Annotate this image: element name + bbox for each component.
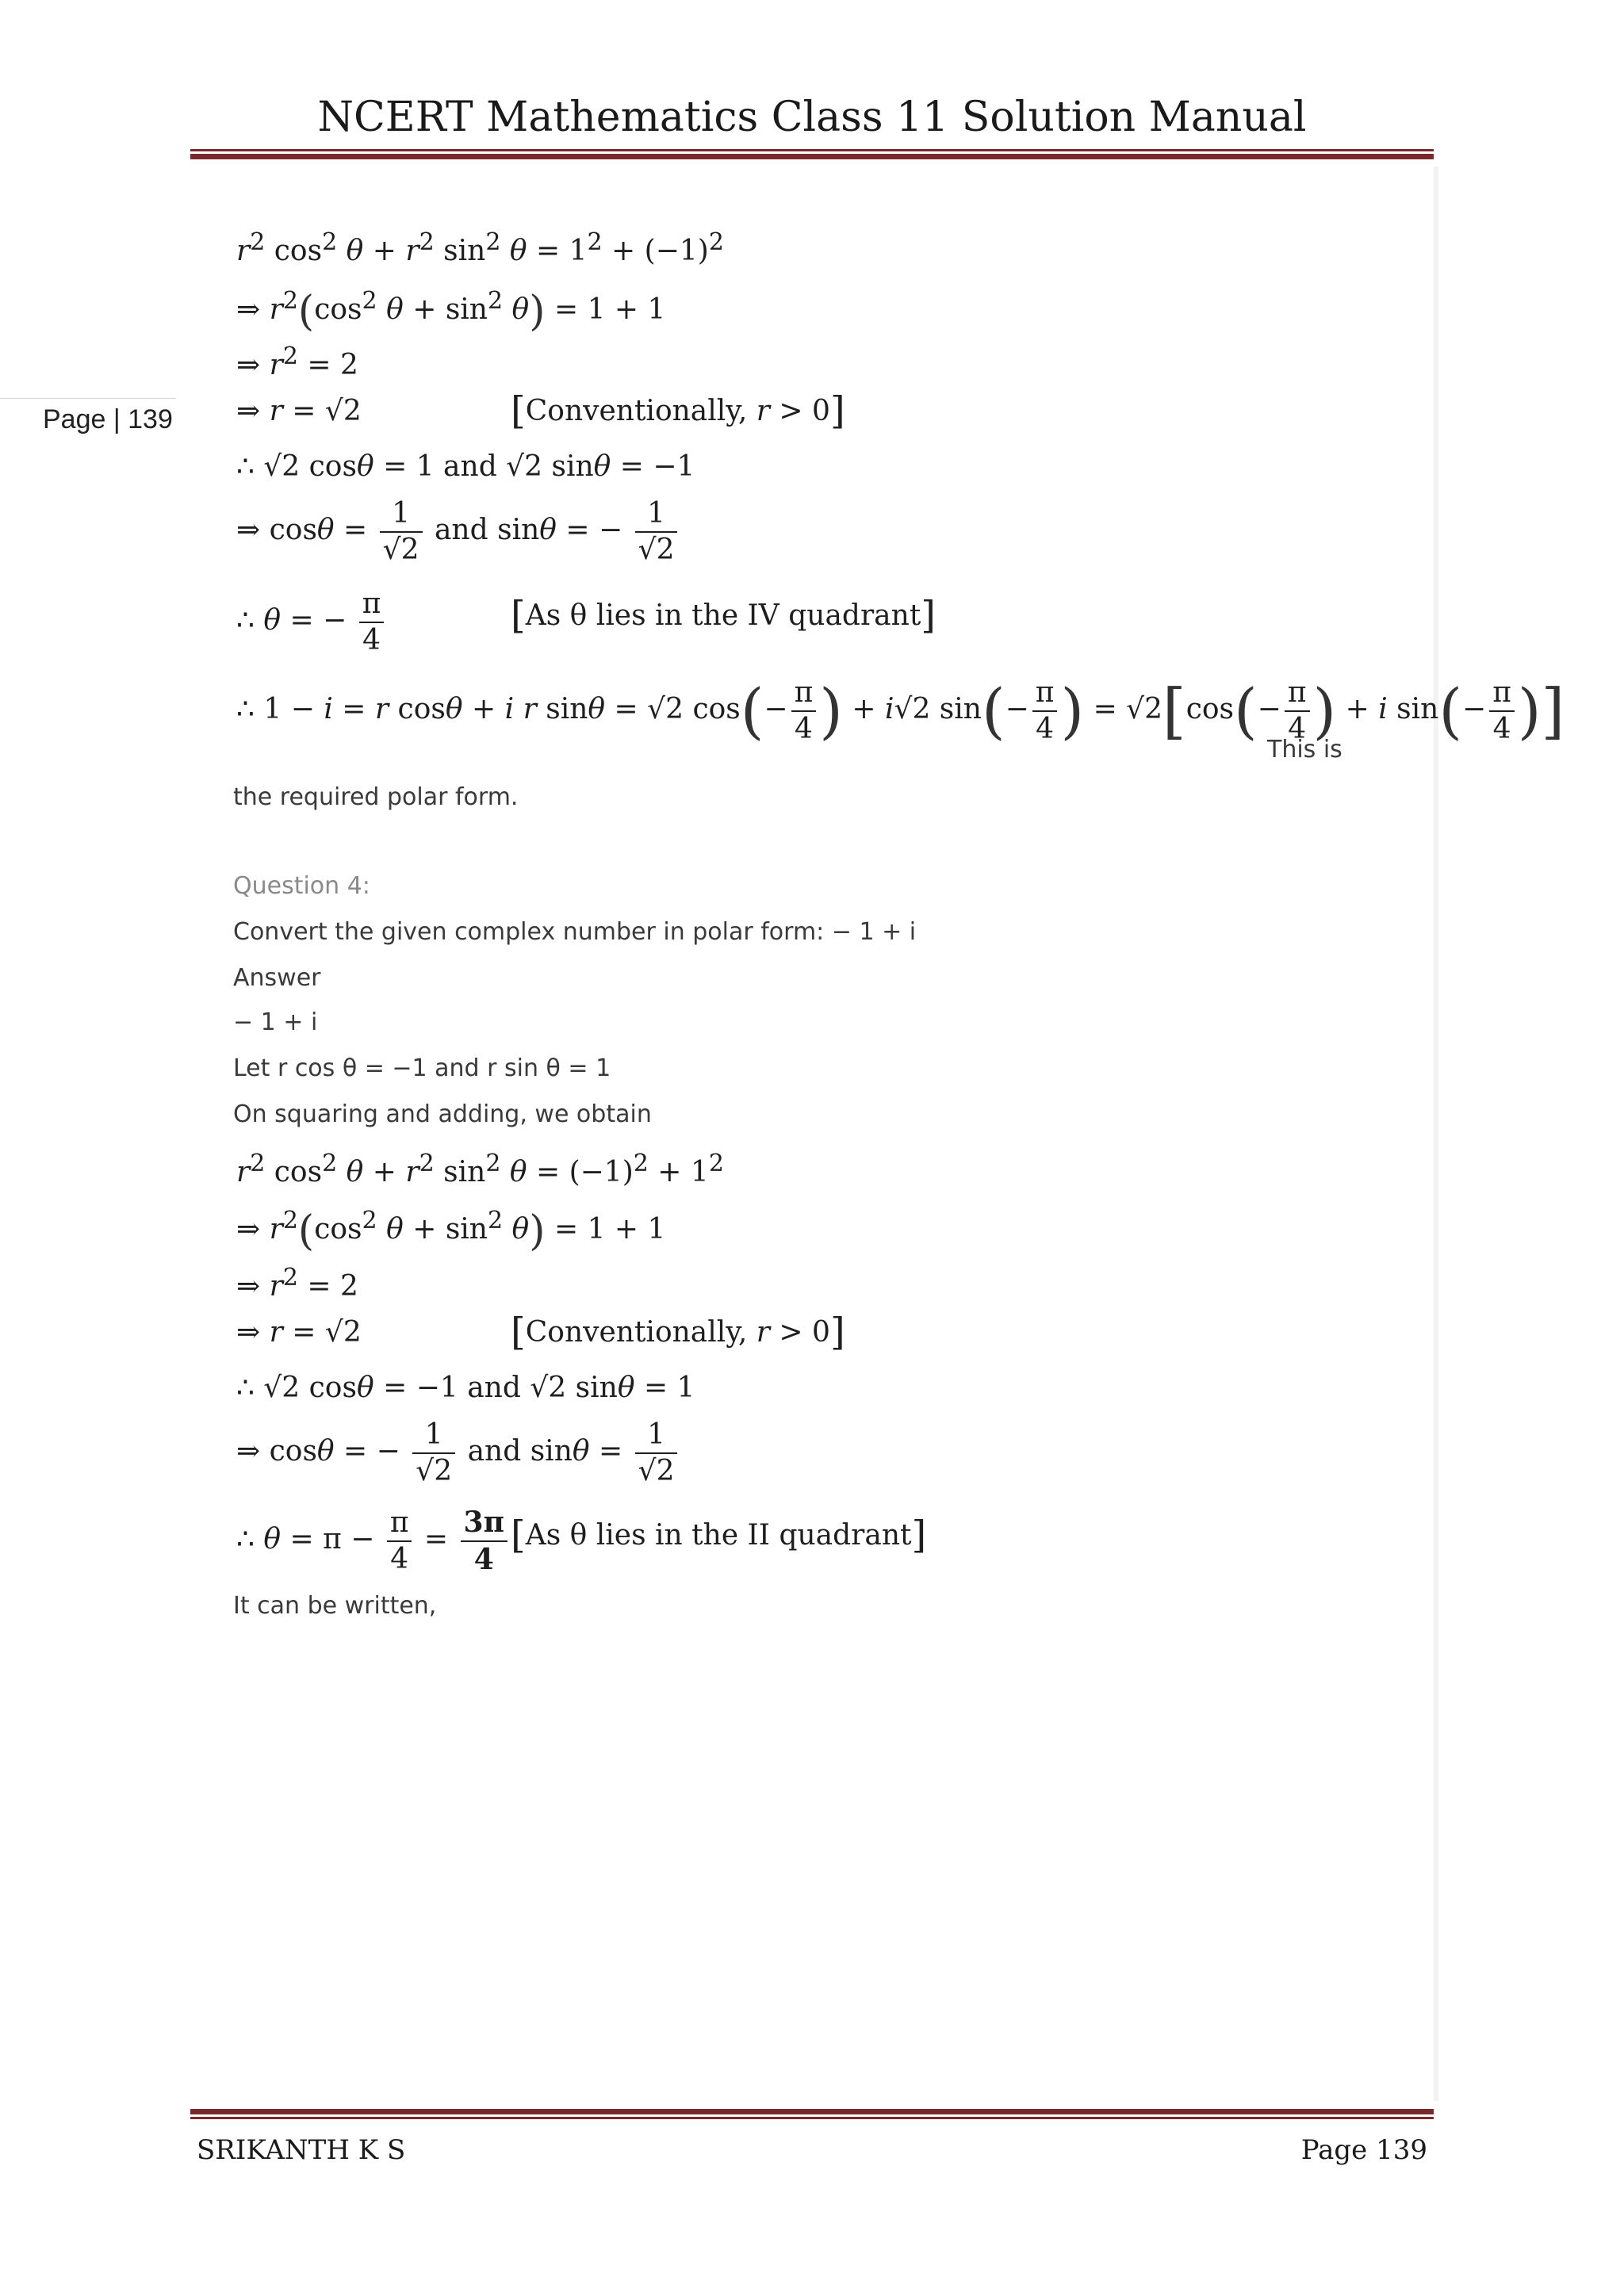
footer-rule-thin [190, 2117, 1434, 2119]
note-conventionally-text: Conventionally, [525, 395, 748, 427]
closing-it-can-be-written: It can be written, [233, 1592, 437, 1620]
note-conventionally-2: [Conventionally, r > 0] [511, 1310, 845, 1354]
note-conventionally-text-2: Conventionally, [525, 1316, 748, 1349]
margin-divider [0, 398, 176, 399]
footer-page-number: Page 139 [1300, 2134, 1427, 2166]
header-rule-thin [190, 149, 1434, 151]
footer-rule-thick [190, 2109, 1434, 2114]
closing-polar-form-text: the required polar form. [233, 783, 519, 811]
math-line-r-1: ⇒ r = √2 [236, 395, 362, 427]
footer-author: SRIKANTH K S [197, 2134, 406, 2166]
math-line-squaring-2: $r^2$ $\cos^2 \theta + r^2$ $\sin^2 \theta = (-1)^2 + 1^2$ [236, 1150, 724, 1188]
page-title: NCERT Mathematics Class 11 Solution Manual [317, 94, 1307, 141]
math-line-theta-1: ∴ θ = − $\frac{\pi}{4}$ [236, 587, 387, 658]
squaring-line: On squaring and adding, we obtain [233, 1100, 652, 1128]
question-4-heading: Question 4: [233, 872, 370, 900]
math-line-factor-1: ⇒ $r^2(\cos^2$ $\theta + \sin^2 \theta) = 1 + 1$ [236, 287, 666, 335]
note-iv-quadrant: [As θ lies in the IV quadrant] [511, 593, 936, 637]
trailing-this-is: This is [1267, 736, 1342, 763]
answer-expression: − 1 + i [233, 1008, 318, 1036]
math-line-cos-sin-values-2: ⇒ cosθ = − $\frac{1}{√2}$ and sinθ = $\frac{1}{√2}$ [236, 1418, 680, 1489]
answer-label: Answer [233, 964, 321, 992]
math-line-r-2: ⇒ r = √2 [236, 1316, 362, 1349]
math-line-theta-2: ∴ θ = π − $\frac{\pi}{4}$ = $\frac{3\pi}{4}$ [236, 1505, 511, 1578]
math-line-polar-form-1: ∴ 1 − i = r cosθ + i r sinθ = √2 cos(− $\frac{\pi}{4}$ ) + i√2 sin(− $\frac{\pi}{4}$ ) = √2[cos(− $\frac{\pi}{4}$ ) + i sin(− $\frac{\pi}{4}$ )] [236, 675, 1565, 746]
margin-page-label: Page | 139 [43, 404, 173, 434]
math-line-factor-2: ⇒ $r^2(\cos^2$ $\theta + \sin^2 \theta) = 1 + 1$ [236, 1207, 666, 1255]
let-line: Let r cos θ = −1 and r sin θ = 1 [233, 1054, 611, 1082]
note-ii-quadrant: [As θ lies in the II quadrant] [511, 1513, 927, 1557]
question-4-prompt: Convert the given complex number in polar form: − 1 + i [233, 918, 917, 946]
note-conventionally-1: [Conventionally, r > 0] [511, 388, 845, 433]
header-rule-thick [190, 154, 1434, 159]
math-line-cos-sin-values-1: ⇒ cosθ = $\frac{1}{√2}$ and sinθ = − $\frac{1}{√2}$ [236, 496, 680, 568]
math-line-cos-sin-1: ∴ √2 cosθ = 1 and √2 sinθ = −1 [236, 450, 695, 483]
note-iv-quadrant-text: As θ lies in the IV quadrant [525, 599, 921, 632]
note-ii-quadrant-text: As θ lies in the II quadrant [525, 1519, 912, 1552]
page-edge-shade [1434, 166, 1438, 2101]
math-line-r2-2: ⇒ $r^2 = 2$ [236, 1264, 358, 1303]
math-line-squaring-1: $r^2$ $\cos^2 \theta + r^2$ $\sin^2 \theta = 1^2 + (-1)^2$ [236, 228, 724, 267]
math-line-cos-sin-2: ∴ √2 cosθ = −1 and √2 sinθ = 1 [236, 1372, 695, 1404]
math-line-r2-1: ⇒ $r^2 = 2$ [236, 342, 358, 381]
